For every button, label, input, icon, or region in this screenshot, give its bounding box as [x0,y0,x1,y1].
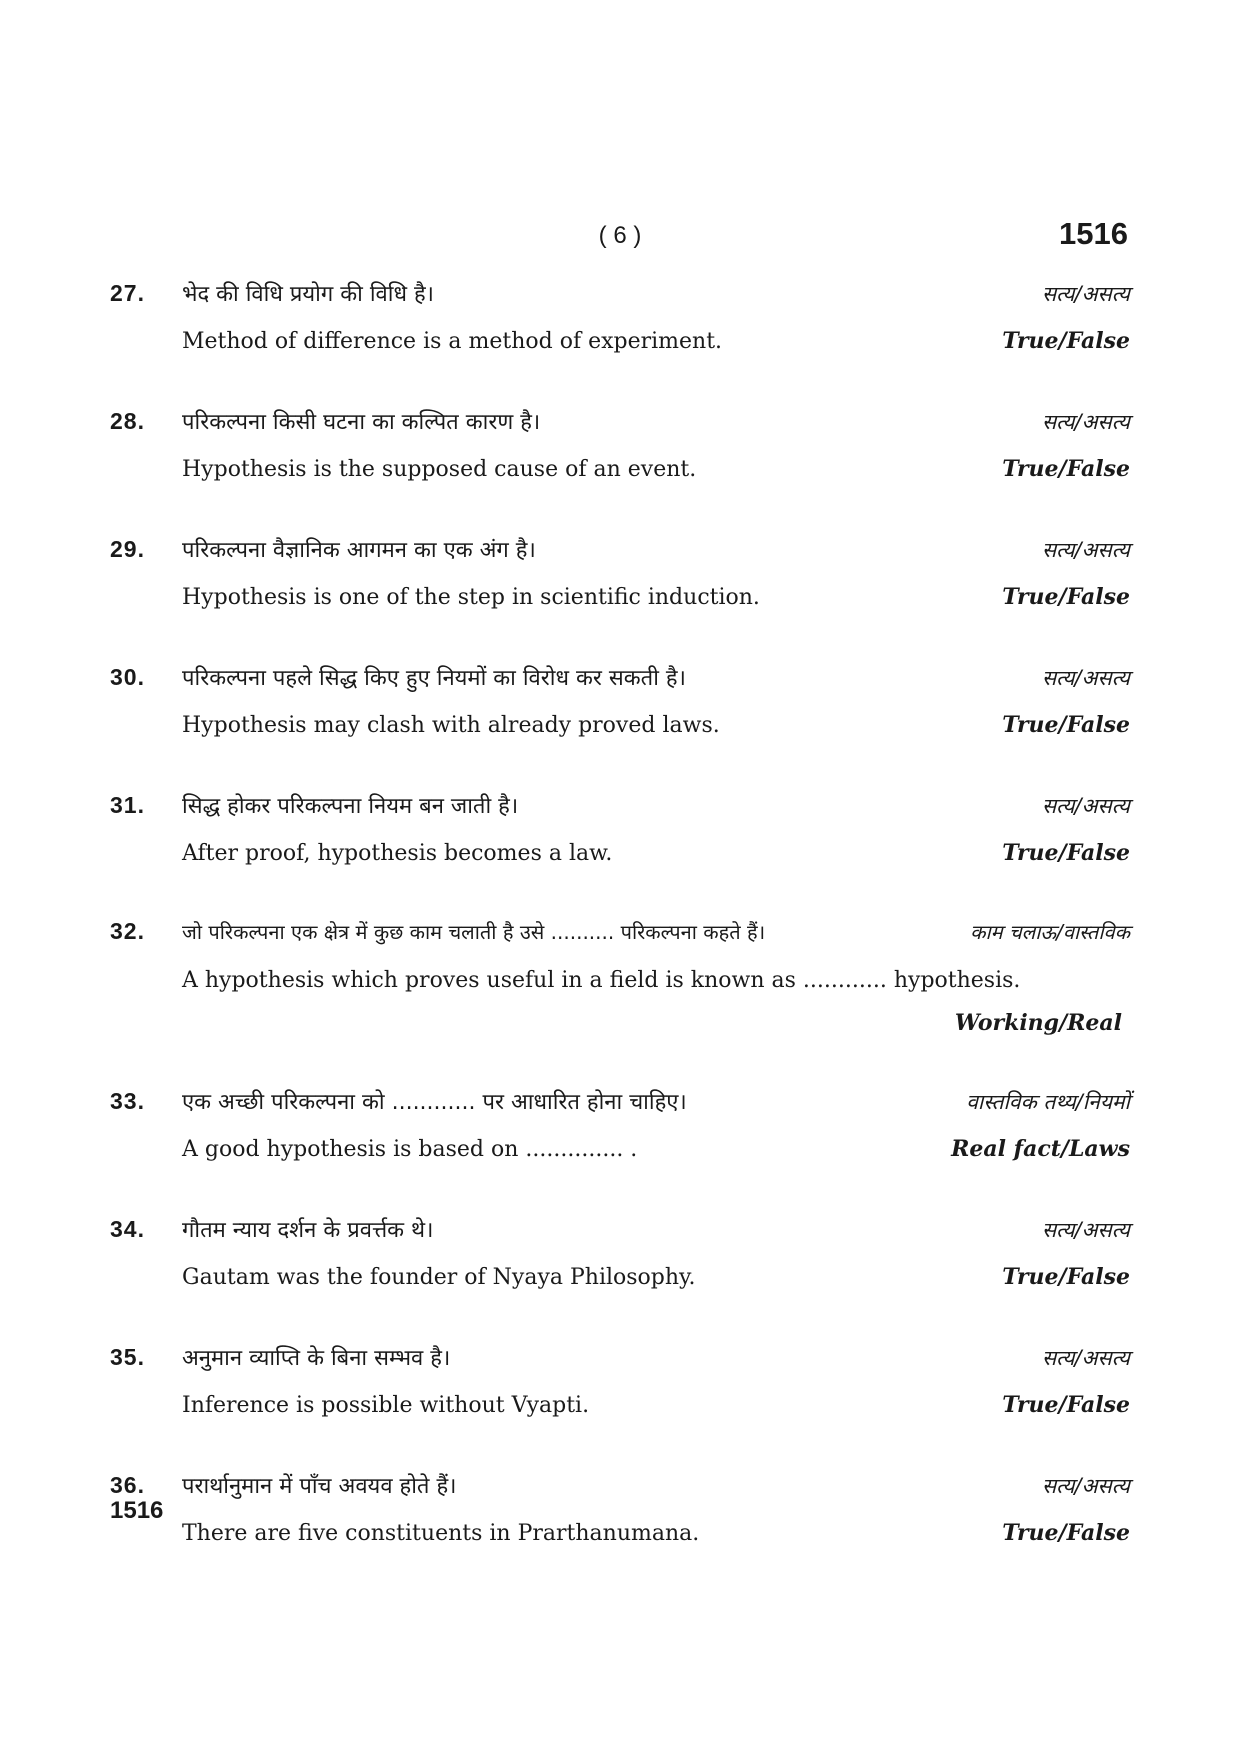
answer-options-hindi: सत्य/असत्य [1041,538,1130,562]
question-text-hindi: सिद्ध होकर परिकल्पना नियम बन जाती है। [182,794,519,819]
question-number: 36. [110,1472,145,1498]
question-number: 35. [110,1344,145,1370]
answer-options-hindi: सत्य/असत्य [1041,1474,1130,1498]
question-item [110,406,1130,498]
answer-options-english: True/False [1002,584,1130,610]
answer-options-hindi: सत्य/असत्य [1041,1218,1130,1242]
question-item [110,1214,1130,1306]
answer-options-english: True/False [1002,328,1130,354]
question-text-english: A hypothesis which proves useful in a field is known as ............ hypothesis. [182,968,1021,993]
question-text-english: Hypothesis may clash with already proved laws. [182,713,720,738]
answer-options-hindi: सत्य/असत्य [1041,282,1130,306]
question-item [110,534,1130,626]
question-text-hindi: एक अच्छी परिकल्पना को ............ पर आधारित होना चाहिए। [182,1090,687,1115]
question-text-english: Method of difference is a method of experiment. [182,329,723,354]
question-text-english: There are five constituents in Prarthanumana. [182,1521,700,1546]
question-number: 27. [110,280,145,306]
paper-code-bottom: 1516 [110,1497,164,1524]
question-text-hindi: परार्थानुमान में पाँच अवयव होते हैं। [182,1474,457,1499]
question-number: 31. [110,792,145,818]
question-number: 28. [110,408,145,434]
question-number: 34. [110,1216,145,1242]
answer-options-english: True/False [1002,456,1130,482]
question-text-english: Inference is possible without Vyapti. [182,1393,590,1418]
answer-options-hindi: सत्य/असत्य [1041,1346,1130,1370]
question-number: 32. [110,918,145,944]
answer-options-english: True/False [1002,1392,1130,1418]
answer-options-english: Real fact/Laws [951,1136,1130,1162]
answer-options-english: True/False [1002,1520,1130,1546]
page-number: ( 6 ) [598,222,642,249]
answer-options-hindi: वास्तविक तथ्य/नियमों [966,1090,1130,1114]
question-text-english: Hypothesis is the supposed cause of an event. [182,457,697,482]
question-number: 33. [110,1088,145,1114]
question-text-hindi: परिकल्पना किसी घटना का कल्पित कारण है। [182,410,541,435]
answer-options-english: True/False [1002,712,1130,738]
question-text-hindi: परिकल्पना पहले सिद्ध किए हुए नियमों का विरोध कर सकती है। [182,666,686,691]
question-item [110,1470,1130,1562]
answer-options-hindi: काम चलाऊ/वास्तविक [970,920,1130,944]
question-item [110,1086,1130,1178]
answer-options-english: True/False [1002,1264,1130,1290]
answer-options-english: Working/Real [954,1010,1122,1036]
answer-options-hindi: सत्य/असत्य [1041,666,1130,690]
answer-options-english: True/False [1002,840,1130,866]
question-item [110,662,1130,754]
question-text-hindi: गौतम न्याय दर्शन के प्रवर्त्तक थे। [182,1218,434,1243]
question-number: 30. [110,664,145,690]
answer-options-hindi: सत्य/असत्य [1041,794,1130,818]
question-item [110,918,1130,1050]
question-text-hindi: भेद की विधि प्रयोग की विधि है। [182,282,434,307]
question-text-hindi: परिकल्पना वैज्ञानिक आगमन का एक अंग है। [182,538,536,563]
question-text-english: Gautam was the founder of Nyaya Philosophy. [182,1265,696,1290]
paper-code-top: 1516 [1059,216,1128,251]
question-list [110,278,1130,1598]
answer-options-hindi: सत्य/असत्य [1041,410,1130,434]
question-text-english: After proof, hypothesis becomes a law. [182,841,613,866]
question-text-hindi: अनुमान व्याप्ति के बिना सम्भव है। [182,1346,451,1371]
question-item [110,1342,1130,1434]
question-text-english: A good hypothesis is based on .............. . [182,1137,638,1162]
question-text-hindi: जो परिकल्पना एक क्षेत्र में कुछ काम चलाती है उसे .......... परिकल्पना कहते हैं। [182,920,766,944]
question-number: 29. [110,536,145,562]
question-text-english: Hypothesis is one of the step in scientific induction. [182,585,760,610]
question-item [110,790,1130,882]
question-item [110,278,1130,370]
